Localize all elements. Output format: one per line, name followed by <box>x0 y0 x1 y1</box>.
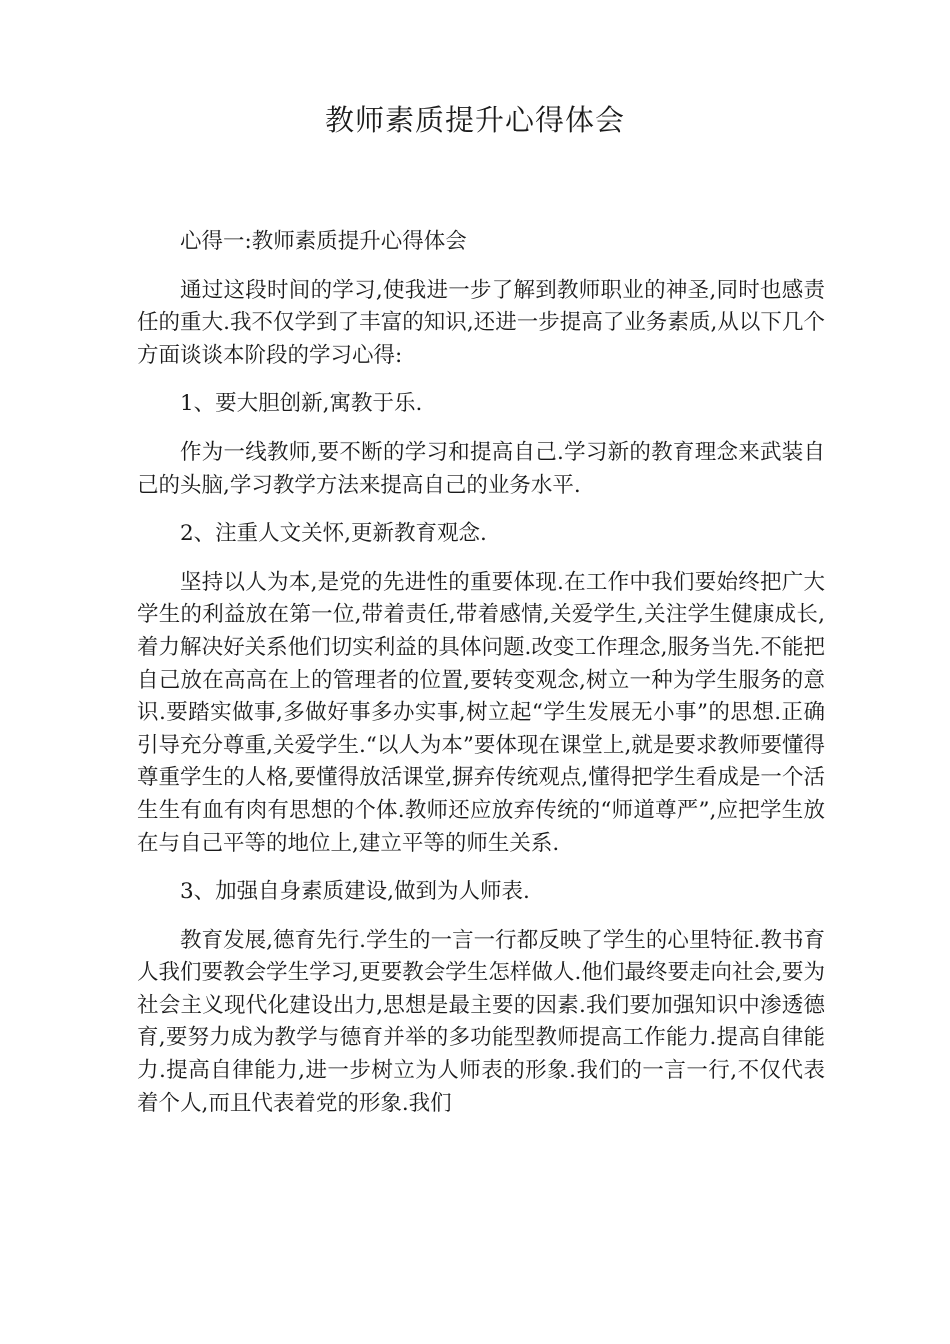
body-paragraph: 坚持以人为本,是党的先进性的重要体现.在工作中我们要始终把广大学生的利益放在第一位,带着责任,带着感情,关爱学生,关注学生健康成长,着力解决好关系他们切实利益的具体问题.改变工作理念,服务当先.不能把自己放在高高在上的管理者的位置,要转变观念,树立一种为学生服务的意识.要踏实做事,多做好事多办实事,树立起“学生发展无小事”的思想.正确引导充分尊重,关爱学生.“以人为本”要体现在课堂上,就是要求教师要懂得尊重学生的人格,要懂得放活课堂,摒弃传统观点,懂得把学生看成是一个活生生有血有肉有思想的个体.教师还应放弃传统的“师道尊严”,应把学生放在与自己平等的地位上,建立平等的师生关系. <box>137 569 825 856</box>
numbered-point-heading: 2、注重人文关怀,更新教育观念. <box>180 521 487 547</box>
numbered-point-heading: 3、加强自身素质建设,做到为人师表. <box>180 879 530 905</box>
body-paragraph: 教育发展,德育先行.学生的一言一行都反映了学生的心里特征.教书育人我们要教会学生学习,更要教会学生怎样做人.他们最终要走向社会,要为社会主义现代化建设出力,思想是最主要的因素.我们要加强知识中渗透德育,要努力成为教学与德育并举的多功能型教师提高工作能力.提高自律能力.提高自律能力,进一步树立为人师表的形象.我们的一言一行,不仅代表着个人,而且代表着党的形象.我们 <box>137 927 825 1116</box>
document-title: 教师素质提升心得体会 <box>324 103 625 137</box>
numbered-point-heading: 1、要大胆创新,寓教于乐. <box>180 391 423 417</box>
section-heading: 心得一:教师素质提升心得体会 <box>180 229 467 254</box>
body-paragraph: 作为一线教师,要不断的学习和提高自己.学习新的教育理念来武装自己的头脑,学习教学方法来提高自己的业务水平. <box>137 439 825 498</box>
body-paragraph: 通过这段时间的学习,使我进一步了解到教师职业的神圣,同时也感责任的重大.我不仅学到了丰富的知识,还进一步提高了业务素质,从以下几个方面谈谈本阶段的学习心得: <box>137 277 825 368</box>
document-body <box>137 226 825 1136</box>
